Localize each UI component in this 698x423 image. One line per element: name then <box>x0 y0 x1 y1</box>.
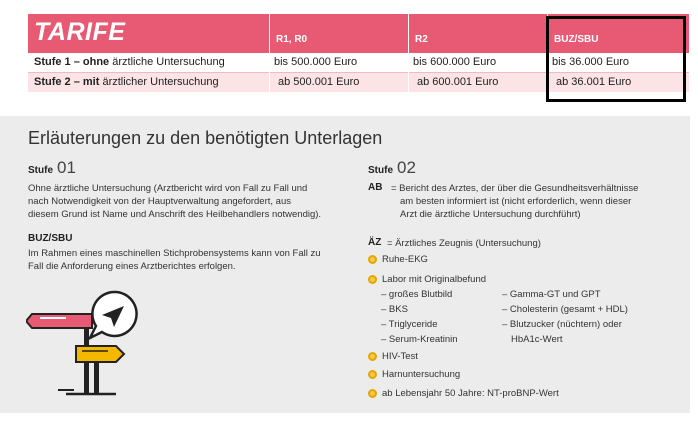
column-divider <box>408 14 409 92</box>
row-label: Stufe 1 – ohne ärztliche Untersuchung <box>34 56 225 68</box>
signpost-icon <box>26 288 151 398</box>
table-cell: bis 600.000 Euro <box>413 56 497 68</box>
ab-text: = Bericht des Arztes, der über die Gesundheitsverhältnisse am besten informiert ist (nicht erforderlich, wenn dieser Arzt die ärztliche Untersuchung durchführt) <box>391 183 639 220</box>
buz-sbu-title: BUZ/SBU <box>28 233 73 244</box>
column-divider <box>269 14 270 92</box>
bullet-icon <box>368 389 377 398</box>
list-item: HIV-Test <box>368 351 418 362</box>
list-item: Labor mit Originalbefund <box>368 274 486 285</box>
table-cell: bis 500.000 Euro <box>274 56 358 68</box>
labor-list-right: – Gamma-GT und GPT – Cholesterin (gesamt + HDL) – Blutzucker (nüchtern) oder HbA1c-Wert <box>502 289 628 345</box>
list-item: Harnuntersuchung <box>368 369 460 380</box>
list-item: ab Lebensjahr 50 Jahre: NT-proBNP-Wert <box>368 388 559 399</box>
az-key: ÄZ <box>368 237 382 248</box>
bullet-icon <box>368 370 377 379</box>
stufe-2-heading: Stufe 02 <box>368 158 416 177</box>
az-text: = Ärztliches Zeugnis (Untersuchung) <box>387 238 541 249</box>
column-header-r2: R2 <box>415 34 428 45</box>
buz-sbu-text: Im Rahmen eines maschinellen Stichprobensystems kann von Fall zu Fall die Anforderung eines Arztberichtes erfolgen. <box>28 248 321 272</box>
buz-sbu-highlight-box <box>546 16 686 102</box>
bullet-icon <box>368 275 377 284</box>
bullet-icon <box>368 255 377 264</box>
column-header-r1-r0: R1, R0 <box>276 34 308 45</box>
labor-list-left: – großes Blutbild – BKS – Triglyceride – Serum-Kreatinin <box>381 289 458 345</box>
table-title: TARIFE <box>34 18 126 46</box>
row-label: Stufe 2 – mit ärztlicher Untersuchung <box>34 76 219 88</box>
stufe-1-heading: Stufe 01 <box>28 158 76 177</box>
column-header-buz-sbu: BUZ/SBU <box>554 34 599 45</box>
table-cell: ab 36.001 Euro <box>556 76 632 88</box>
list-item: Ruhe-EKG <box>368 254 428 265</box>
ab-key: AB <box>368 182 383 193</box>
table-cell: bis 36.000 Euro <box>552 56 630 68</box>
explanations-heading: Erläuterungen zu den benötigten Unterlagen <box>28 128 383 148</box>
table-cell: ab 600.001 Euro <box>417 76 499 88</box>
table-cell: ab 500.001 Euro <box>278 76 360 88</box>
explanations-panel <box>0 116 690 413</box>
bullet-icon <box>368 352 377 361</box>
stufe-1-text: Ohne ärztliche Untersuchung (Arztbericht wird von Fall zu Fall und nach Notwendigkeit von der Hauptverwaltung angefordert, aus diesem Grund ist Name und Anschrift des Heilbehandlers notwendig). <box>28 183 322 220</box>
